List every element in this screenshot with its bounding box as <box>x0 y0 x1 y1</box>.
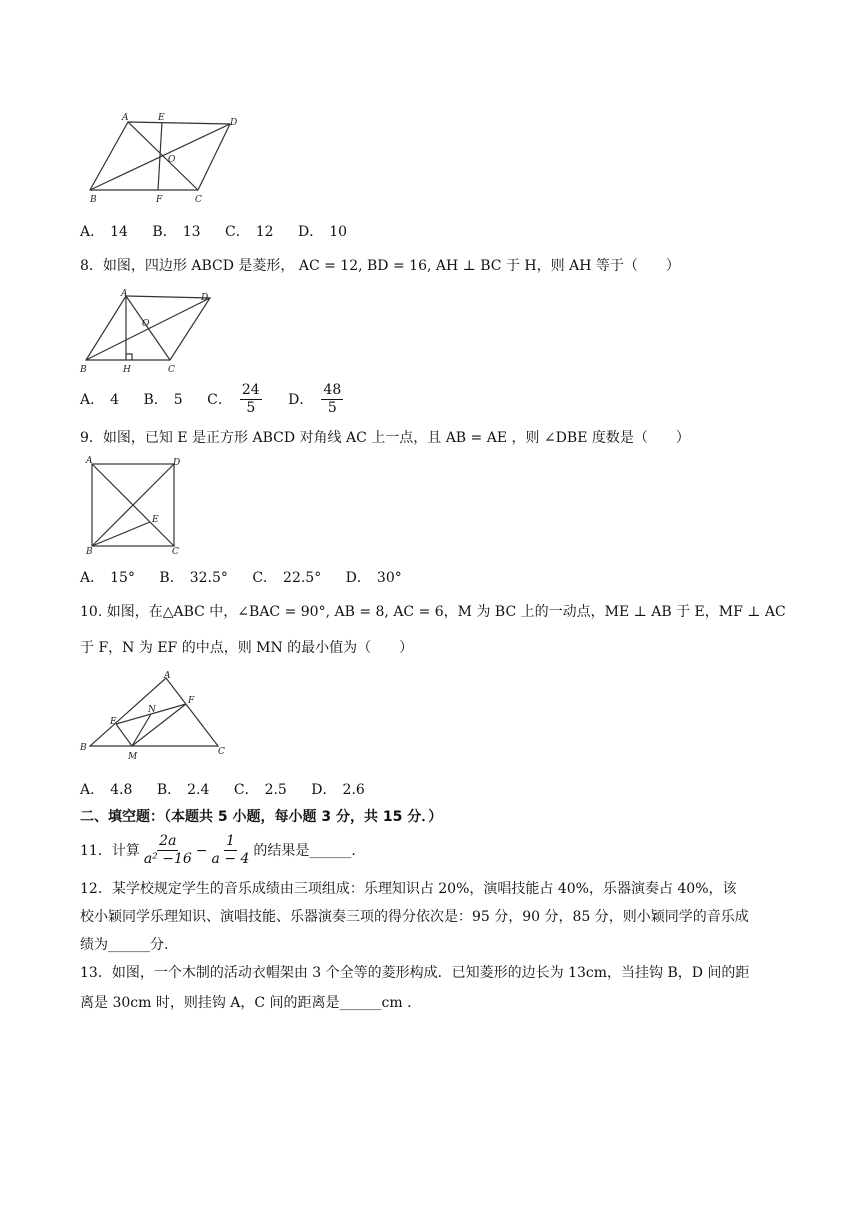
q7-label-f: F <box>156 195 163 205</box>
q9-option-a: A． 15° <box>80 570 135 586</box>
q9-option-c: C． 22.5° <box>252 570 322 586</box>
q9-label-d: D <box>173 458 181 468</box>
q13-line1: 13．如图，一个木制的活动衣帽架由 3 个全等的菱形构成．已知菱形的边长为 13cm，当挂钩 B，D 间的距 <box>80 965 750 981</box>
q9-option-b: B． 32.5° <box>159 570 228 586</box>
q10-stem-line1: 10. 如图，在△ABC 中，∠BAC = 90°, AB = 8, AC = 6，M 为 BC 上的一动点，ME ⊥ AB 于 E，MF ⊥ AC <box>80 604 786 620</box>
q11-fraction-1: $\frac{2a}{\text{a² −16}}$ <box>143 833 192 867</box>
q7-options <box>80 222 367 242</box>
q10-label-b: B <box>80 743 87 753</box>
q7-label-o: O <box>168 155 176 165</box>
q7-label-e: E <box>158 113 165 123</box>
q11-line <box>80 833 356 868</box>
q10-label-f: F <box>188 696 195 706</box>
q8-option-d: D． $\frac{48}{5}$ <box>288 382 342 416</box>
q10-figure <box>80 670 240 765</box>
q10-label-m: M <box>128 752 138 762</box>
q11-prefix: 11．计算 <box>80 842 140 859</box>
q8-label-a: A <box>121 289 128 299</box>
q8-label-o: O <box>142 319 150 329</box>
q11-fraction-2: $\frac{1}{a - 4}$ <box>211 833 250 867</box>
q10-option-b: B． 2.4 <box>156 782 210 798</box>
q7-label-d: D <box>230 118 238 128</box>
q8-figure <box>80 288 220 378</box>
q7-label-a: A <box>122 113 129 123</box>
q7-label-c: C <box>195 195 202 205</box>
q7-figure <box>80 110 250 210</box>
q10-option-c: C． 2.5 <box>233 782 287 798</box>
q13-line2: 离是 30cm 时，则挂钩 A，C 间的距离是______cm . <box>80 995 412 1011</box>
q7-option-b: B． 13 <box>152 224 201 240</box>
q8-option-b: B． 5 <box>143 391 183 408</box>
q10-options <box>80 780 385 800</box>
q8-label-c: C <box>168 365 175 375</box>
q8-option-a: A． 4 <box>80 391 120 408</box>
q8-stem: 8．如图，四边形 ABCD 是菱形， AC = 12, BD = 16, AH ⊥ BC 于 H，则 AH 等于（ ） <box>80 258 680 274</box>
q10-stem-line2: 于 F，N 为 EF 的中点，则 MN 的最小值为（ ） <box>80 640 414 656</box>
q9-option-d: D． 30° <box>345 570 402 586</box>
q9-stem: 9．如图，已知 E 是正方形 ABCD 对角线 AC 上一点，且 AB = AE ，则 ∠DBE 度数是（ ） <box>80 430 690 446</box>
q11-minus: − <box>195 842 208 859</box>
q10-label-n: N <box>148 705 156 715</box>
q7-label-b: B <box>90 195 97 205</box>
q9-label-e: E <box>152 515 159 525</box>
q8-label-b: B <box>80 365 87 375</box>
q8-option-c: C． $\frac{24}{5}$ <box>207 382 260 416</box>
q8-options <box>80 382 365 417</box>
q10-label-c: C <box>218 747 225 757</box>
q7-option-a: A． 14 <box>80 224 128 240</box>
q9-label-b: B <box>86 547 93 557</box>
q10-option-a: A． 4.8 <box>80 782 133 798</box>
q12-line3: 绩为______分. <box>80 937 169 953</box>
q10-option-d: D． 2.6 <box>311 782 365 798</box>
q9-figure <box>84 456 184 556</box>
q10-label-e: E <box>110 717 117 727</box>
q9-options <box>80 568 422 588</box>
q9-label-a: A <box>86 456 93 466</box>
section-heading-fill-in: 二、填空题：（本题共 5 小题，每小题 3 分，共 15 分．） <box>80 809 443 825</box>
q12-line1: 12．某学校规定学生的音乐成绩由三项组成：乐理知识占 20%，演唱技能占 40%，乐器演奏占 40%，该 <box>80 881 737 897</box>
q9-label-c: C <box>172 547 179 557</box>
q10-label-a: A <box>164 671 171 681</box>
q8-label-h: H <box>123 365 131 375</box>
q8-label-d: D <box>201 293 209 303</box>
q7-option-d: D． 10 <box>297 224 348 240</box>
q11-suffix: 的结果是______. <box>253 842 356 859</box>
q12-line2: 校小颖同学乐理知识、演唱技能、乐器演奏三项的得分依次是：95 分，90 分，85 分，则小颖同学的音乐成 <box>80 909 749 925</box>
q7-option-c: C． 12 <box>224 224 274 240</box>
